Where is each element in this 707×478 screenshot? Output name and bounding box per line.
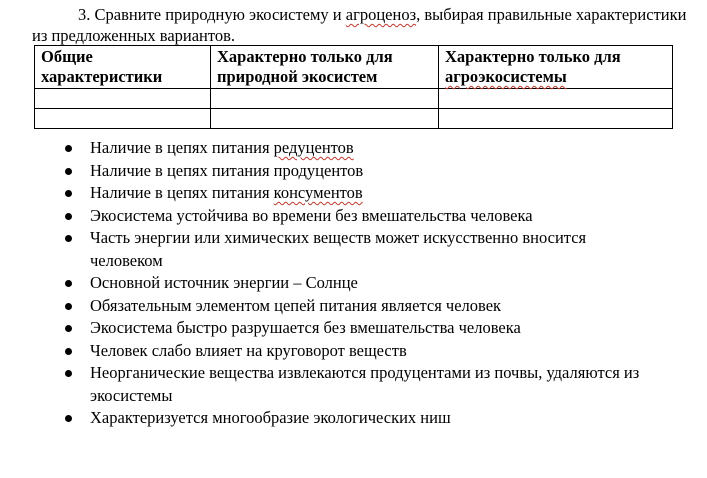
list-item [62, 272, 662, 295]
bullet-icon [65, 415, 72, 422]
list-item [62, 205, 662, 228]
answer-cell-common-2[interactable] [35, 109, 211, 129]
header-common: Общие характеристики [35, 46, 211, 89]
list-item [62, 227, 662, 272]
list-item [62, 362, 662, 407]
bullet-icon [65, 168, 72, 175]
task-text-agrocenoz: агроценоз [345, 5, 417, 24]
option-text: Неорганические вещества извлекаются продуцентами из почвы, удаляются из экосистемы [90, 363, 640, 405]
comparison-table [34, 45, 673, 129]
bullet-icon [65, 235, 72, 242]
option-term: редуцентов [273, 138, 354, 157]
option-text: Наличие в цепях питания продуцентов [90, 160, 364, 180]
bullet-icon [65, 145, 72, 152]
bullet-icon [65, 325, 72, 332]
list-item [62, 182, 662, 205]
bullet-icon [65, 280, 72, 287]
list-item [62, 340, 662, 363]
option-term: консументов [273, 183, 363, 202]
task-number: 3. [78, 5, 91, 24]
answer-cell-common-1[interactable] [35, 89, 211, 109]
bullet-icon [65, 348, 72, 355]
answer-cell-natural-1[interactable] [211, 89, 439, 109]
option-text: Экосистема быстро разрушается без вмешательства человека [90, 318, 521, 337]
list-item [62, 407, 662, 430]
list-item [62, 137, 662, 160]
header-agro-only [439, 46, 673, 89]
option-text: Часть энергии или химических веществ может искусственно вносится человеком [90, 228, 587, 270]
bullet-icon [65, 190, 72, 197]
list-item [62, 160, 662, 183]
option-text: Наличие в цепях питания [90, 138, 274, 157]
answer-cell-natural-2[interactable] [211, 109, 439, 129]
options-list [62, 137, 662, 430]
option-text: Наличие в цепях питания [90, 183, 274, 202]
table-row [35, 109, 673, 129]
header-agro-term: агроэкосистемы [445, 67, 567, 86]
option-text: Обязательным элементом цепей питания является человек [90, 295, 502, 315]
header-agro-text: Характерно только для [445, 47, 621, 66]
option-text: Основной источник энергии – Солнце [90, 273, 358, 292]
table-header-row [35, 46, 673, 89]
bullet-icon [65, 370, 72, 377]
task-text-part-1: Сравните природную экосистему и [94, 5, 346, 24]
bullet-icon [65, 213, 72, 220]
answer-cell-agro-1[interactable] [439, 89, 673, 109]
option-text: Характеризуется многообразие экологических ниш [90, 408, 451, 427]
task-text-part-2: , выбирая правильные характеристики из предложенных вариантов. [32, 5, 687, 45]
option-text: Человек слабо влияет на круговорот веществ [90, 340, 407, 360]
bullet-icon [65, 303, 72, 310]
task-statement [32, 4, 692, 46]
option-text: Экосистема устойчива во времени без вмешательства человека [90, 205, 533, 225]
table-row [35, 89, 673, 109]
list-item [62, 317, 662, 340]
header-natural-only: Характерно только для природной экосистем [211, 46, 439, 89]
answer-cell-agro-2[interactable] [439, 109, 673, 129]
list-item [62, 295, 662, 318]
